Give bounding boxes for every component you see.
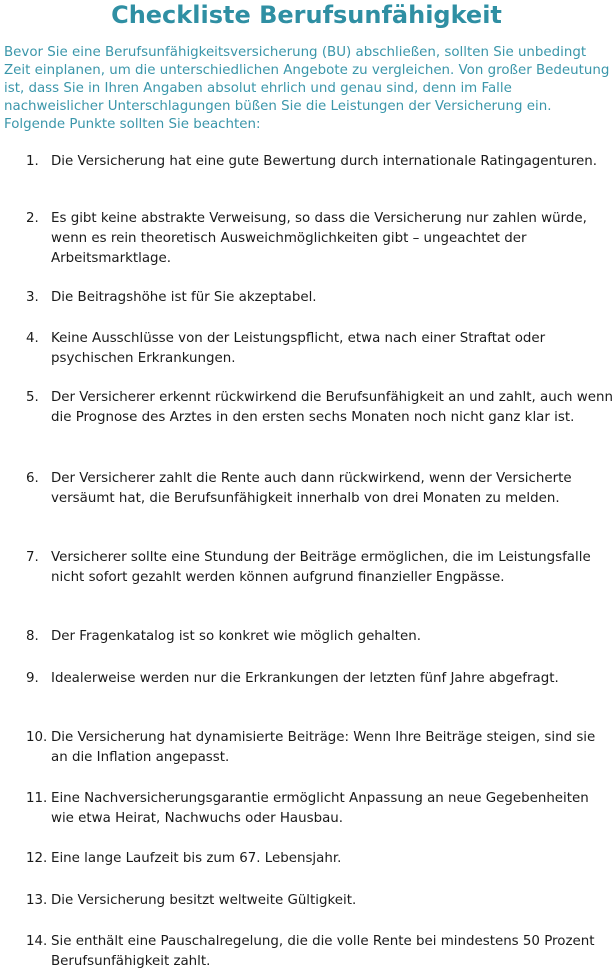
- item-number: 5.: [26, 390, 39, 405]
- item-number: 2.: [26, 211, 39, 226]
- item-number: 3.: [26, 290, 39, 305]
- list-item: [26, 627, 613, 647]
- list-item: [26, 728, 613, 768]
- item-number: 8.: [26, 629, 39, 644]
- item-text: Die Versicherung hat dynamisierte Beiträge: Wenn Ihre Beiträge steigen, sind sie an die Inflation angepasst.: [51, 730, 596, 765]
- item-text: Die Versicherung besitzt weltweite Gültigkeit.: [51, 893, 357, 908]
- list-item: [26, 932, 613, 972]
- item-number: 9.: [26, 671, 39, 686]
- item-text: Es gibt keine abstrakte Verweisung, so dass die Versicherung nur zahlen würde, wenn es rein theoretisch Ausweichmöglichkeiten gibt – ungeachtet der Arbeitsmarktlage.: [51, 211, 587, 266]
- item-text: Versicherer sollte eine Stundung der Beiträge ermöglichen, die im Leistungsfalle nicht sofort gezahlt werden können aufgrund finanzieller Engpässe.: [51, 550, 591, 585]
- item-number: 13.: [26, 893, 48, 908]
- list-item: [26, 388, 613, 428]
- item-number: 6.: [26, 471, 39, 486]
- list-item: [26, 548, 613, 588]
- item-number: 1.: [26, 154, 39, 169]
- item-text: Sie enthält eine Pauschalregelung, die die volle Rente bei mindestens 50 Prozent Berufsunfähigkeit zahlt.: [51, 934, 595, 969]
- item-text: Eine Nachversicherungsgarantie ermöglicht Anpassung an neue Gegebenheiten wie etwa Heirat, Nachwuchs oder Hausbau.: [51, 791, 589, 826]
- item-number: 10.: [26, 730, 48, 745]
- item-number: 14.: [26, 934, 48, 949]
- list-item: [26, 891, 613, 911]
- list-item: [26, 329, 613, 369]
- item-text: Der Versicherer erkennt rückwirkend die Berufsunfähigkeit an und zahlt, auch wenn die Prognose des Arztes in den ersten sechs Monaten noch nicht ganz klar ist.: [51, 390, 613, 425]
- list-item: [26, 849, 613, 869]
- list-item: [26, 152, 613, 172]
- item-number: 7.: [26, 550, 39, 565]
- list-item: [26, 469, 613, 509]
- list-item: [26, 789, 613, 829]
- item-number: 11.: [26, 791, 48, 806]
- item-text: Die Versicherung hat eine gute Bewertung durch internationale Ratingagenturen.: [51, 154, 597, 169]
- item-text: Der Versicherer zahlt die Rente auch dann rückwirkend, wenn der Versicherte versäumt hat, die Berufsunfähigkeit innerhalb von drei Monaten zu melden.: [51, 471, 572, 506]
- item-text: Eine lange Laufzeit bis zum 67. Lebensjahr.: [51, 851, 342, 866]
- item-number: 4.: [26, 331, 39, 346]
- list-item: [26, 669, 613, 689]
- item-text: Die Beitragshöhe ist für Sie akzeptabel.: [51, 290, 317, 305]
- item-text: Idealerweise werden nur die Erkrankungen der letzten fünf Jahre abgefragt.: [51, 671, 559, 686]
- list-item: [26, 209, 613, 269]
- item-number: 12.: [26, 851, 48, 866]
- list-item: [26, 288, 613, 308]
- page-title: Checkliste Berufsunfähigkeit: [111, 1, 502, 29]
- intro-paragraph: Bevor Sie eine Berufsunfähigkeitsversicherung (BU) abschließen, sollten Sie unbedingt Zeit einplanen, um die unterschiedlichen Angebote zu vergleichen. Von großer Bedeutung ist, dass Sie in Ihren Angaben absolut ehrlich und genau sind, denn im Falle nachweislicher Unterschlagungen büßen Sie die Leistungen der Versicherung ein. Folgende Punkte sollten Sie beachten:: [4, 45, 610, 132]
- item-text: Keine Ausschlüsse von der Leistungspflicht, etwa nach einer Straftat oder psychischen Erkrankungen.: [51, 331, 546, 366]
- item-text: Der Fragenkatalog ist so konkret wie möglich gehalten.: [51, 629, 421, 644]
